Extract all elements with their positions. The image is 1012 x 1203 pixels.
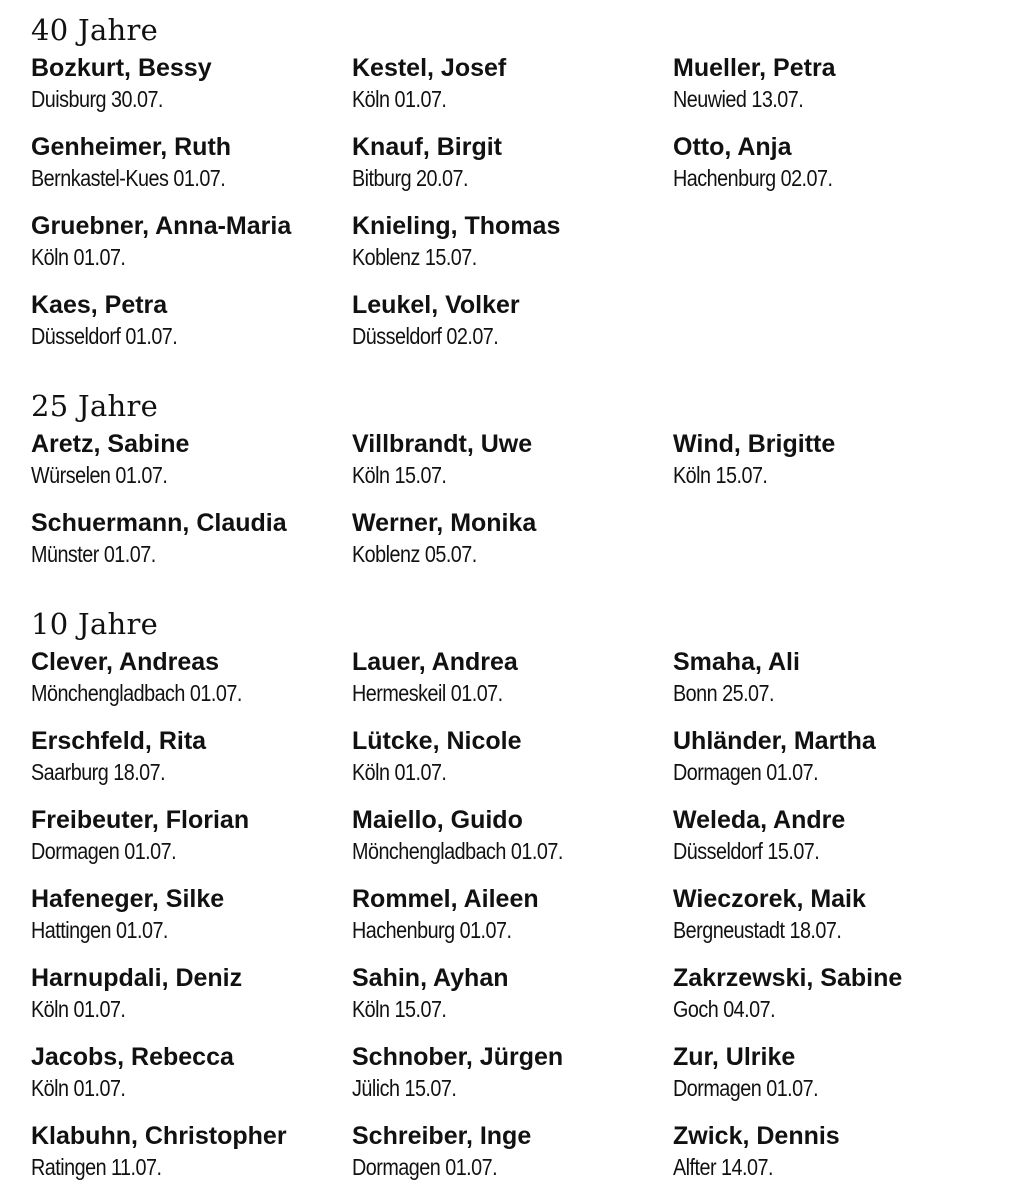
list-item [352, 646, 673, 725]
person-name: Harnupdali, Deniz [31, 964, 243, 992]
person-name: Leukel, Volker [352, 291, 520, 319]
location-date: Dormagen 01.07. [673, 759, 819, 785]
person-name: Knauf, Birgit [352, 133, 502, 161]
person-name: Erschfeld, Rita [31, 727, 207, 755]
list-item [352, 1041, 673, 1120]
person-name: Weleda, Andre [673, 806, 846, 834]
location-date: Jülich 15.07. [352, 1075, 457, 1101]
location-date: Düsseldorf 02.07. [352, 323, 499, 349]
location-date: Hermeskeil 01.07. [352, 680, 503, 706]
location-date: Koblenz 15.07. [352, 244, 477, 270]
location-date: Bernkastel-Kues 01.07. [31, 165, 226, 191]
list-item [673, 962, 991, 1041]
person-name: Sahin, Ayhan [352, 964, 509, 992]
section-10-jahre [31, 604, 991, 1199]
location-date: Dormagen 01.07. [673, 1075, 819, 1101]
list-item [673, 1120, 991, 1199]
list-item [352, 883, 673, 962]
person-name: Genheimer, Ruth [31, 133, 232, 161]
list-item [673, 883, 991, 962]
location-date: Goch 04.07. [673, 996, 776, 1022]
list-item [352, 507, 673, 586]
list-item [31, 883, 352, 962]
person-name: Lauer, Andrea [352, 648, 518, 676]
person-name: Uhländer, Martha [673, 727, 876, 755]
section-title: 40 Jahre [31, 13, 159, 47]
person-name: Klabuhn, Christopher [31, 1122, 287, 1150]
location-date: Neuwied 13.07. [673, 86, 804, 112]
person-name: Knieling, Thomas [352, 212, 561, 240]
location-date: Bonn 25.07. [673, 680, 775, 706]
list-item [673, 1041, 991, 1120]
list-item [31, 210, 352, 289]
list-item [352, 428, 673, 507]
person-name: Zwick, Dennis [673, 1122, 840, 1150]
person-name: Schuermann, Claudia [31, 509, 287, 537]
entry-grid [31, 428, 991, 586]
location-date: Hachenburg 01.07. [352, 917, 512, 943]
location-date: Ratingen 11.07. [31, 1154, 162, 1180]
location-date: Köln 01.07. [31, 1075, 126, 1101]
list-item [31, 131, 352, 210]
list-item [673, 725, 991, 804]
person-name: Kaes, Petra [31, 291, 168, 319]
list-item [31, 52, 352, 131]
list-item [673, 52, 991, 131]
list-item [352, 962, 673, 1041]
location-date: Münster 01.07. [31, 541, 156, 567]
list-item [31, 1041, 352, 1120]
location-date: Dormagen 01.07. [31, 838, 177, 864]
location-date: Mönchengladbach 01.07. [352, 838, 563, 864]
person-name: Lütcke, Nicole [352, 727, 522, 755]
location-date: Dormagen 01.07. [352, 1154, 498, 1180]
list-item [31, 804, 352, 883]
location-date: Hachenburg 02.07. [673, 165, 833, 191]
person-name: Wind, Brigitte [673, 430, 836, 458]
location-date: Saarburg 18.07. [31, 759, 166, 785]
list-item [31, 962, 352, 1041]
person-name: Smaha, Ali [673, 648, 800, 676]
location-date: Köln 01.07. [352, 759, 447, 785]
location-date: Bitburg 20.07. [352, 165, 468, 191]
person-name: Werner, Monika [352, 509, 537, 537]
person-name: Wieczorek, Maik [673, 885, 866, 913]
list-item [31, 1120, 352, 1199]
location-date: Koblenz 05.07. [352, 541, 477, 567]
list-item [673, 646, 991, 725]
list-item [352, 725, 673, 804]
list-item [31, 289, 352, 368]
location-date: Düsseldorf 15.07. [673, 838, 820, 864]
list-item [673, 428, 991, 507]
person-name: Bozkurt, Bessy [31, 54, 212, 82]
location-date: Köln 01.07. [31, 244, 126, 270]
list-item [673, 804, 991, 883]
section-title: 10 Jahre [31, 607, 159, 641]
person-name: Hafeneger, Silke [31, 885, 225, 913]
list-item [352, 804, 673, 883]
person-name: Freibeuter, Florian [31, 806, 250, 834]
person-name: Maiello, Guido [352, 806, 523, 834]
location-date: Duisburg 30.07. [31, 86, 163, 112]
person-name: Rommel, Aileen [352, 885, 539, 913]
location-date: Köln 15.07. [352, 462, 447, 488]
location-date: Hattingen 01.07. [31, 917, 168, 943]
section-title: 25 Jahre [31, 389, 159, 423]
person-name: Aretz, Sabine [31, 430, 190, 458]
list-item [352, 1120, 673, 1199]
entry-grid [31, 52, 991, 368]
person-name: Schreiber, Inge [352, 1122, 532, 1150]
person-name: Zur, Ulrike [673, 1043, 796, 1071]
section-40-jahre [31, 10, 991, 368]
person-name: Clever, Andreas [31, 648, 220, 676]
section-25-jahre [31, 386, 991, 586]
location-date: Düsseldorf 01.07. [31, 323, 178, 349]
list-item [352, 131, 673, 210]
location-date: Köln 01.07. [352, 86, 447, 112]
list-item [352, 210, 673, 289]
location-date: Mönchengladbach 01.07. [31, 680, 242, 706]
person-name: Schnober, Jürgen [352, 1043, 564, 1071]
location-date: Köln 15.07. [352, 996, 447, 1022]
list-item [352, 289, 673, 368]
entry-grid [31, 646, 991, 1199]
person-name: Zakrzewski, Sabine [673, 964, 903, 992]
person-name: Villbrandt, Uwe [352, 430, 533, 458]
location-date: Bergneustadt 18.07. [673, 917, 842, 943]
person-name: Mueller, Petra [673, 54, 836, 82]
list-item [31, 646, 352, 725]
list-item [352, 52, 673, 131]
person-name: Jacobs, Rebecca [31, 1043, 234, 1071]
list-item [31, 725, 352, 804]
location-date: Köln 01.07. [31, 996, 126, 1022]
location-date: Köln 15.07. [673, 462, 768, 488]
person-name: Kestel, Josef [352, 54, 507, 82]
person-name: Gruebner, Anna-Maria [31, 212, 292, 240]
location-date: Alfter 14.07. [673, 1154, 773, 1180]
list-item [31, 507, 352, 586]
list-item [673, 131, 991, 210]
list-item [31, 428, 352, 507]
person-name: Otto, Anja [673, 133, 792, 161]
location-date: Würselen 01.07. [31, 462, 168, 488]
